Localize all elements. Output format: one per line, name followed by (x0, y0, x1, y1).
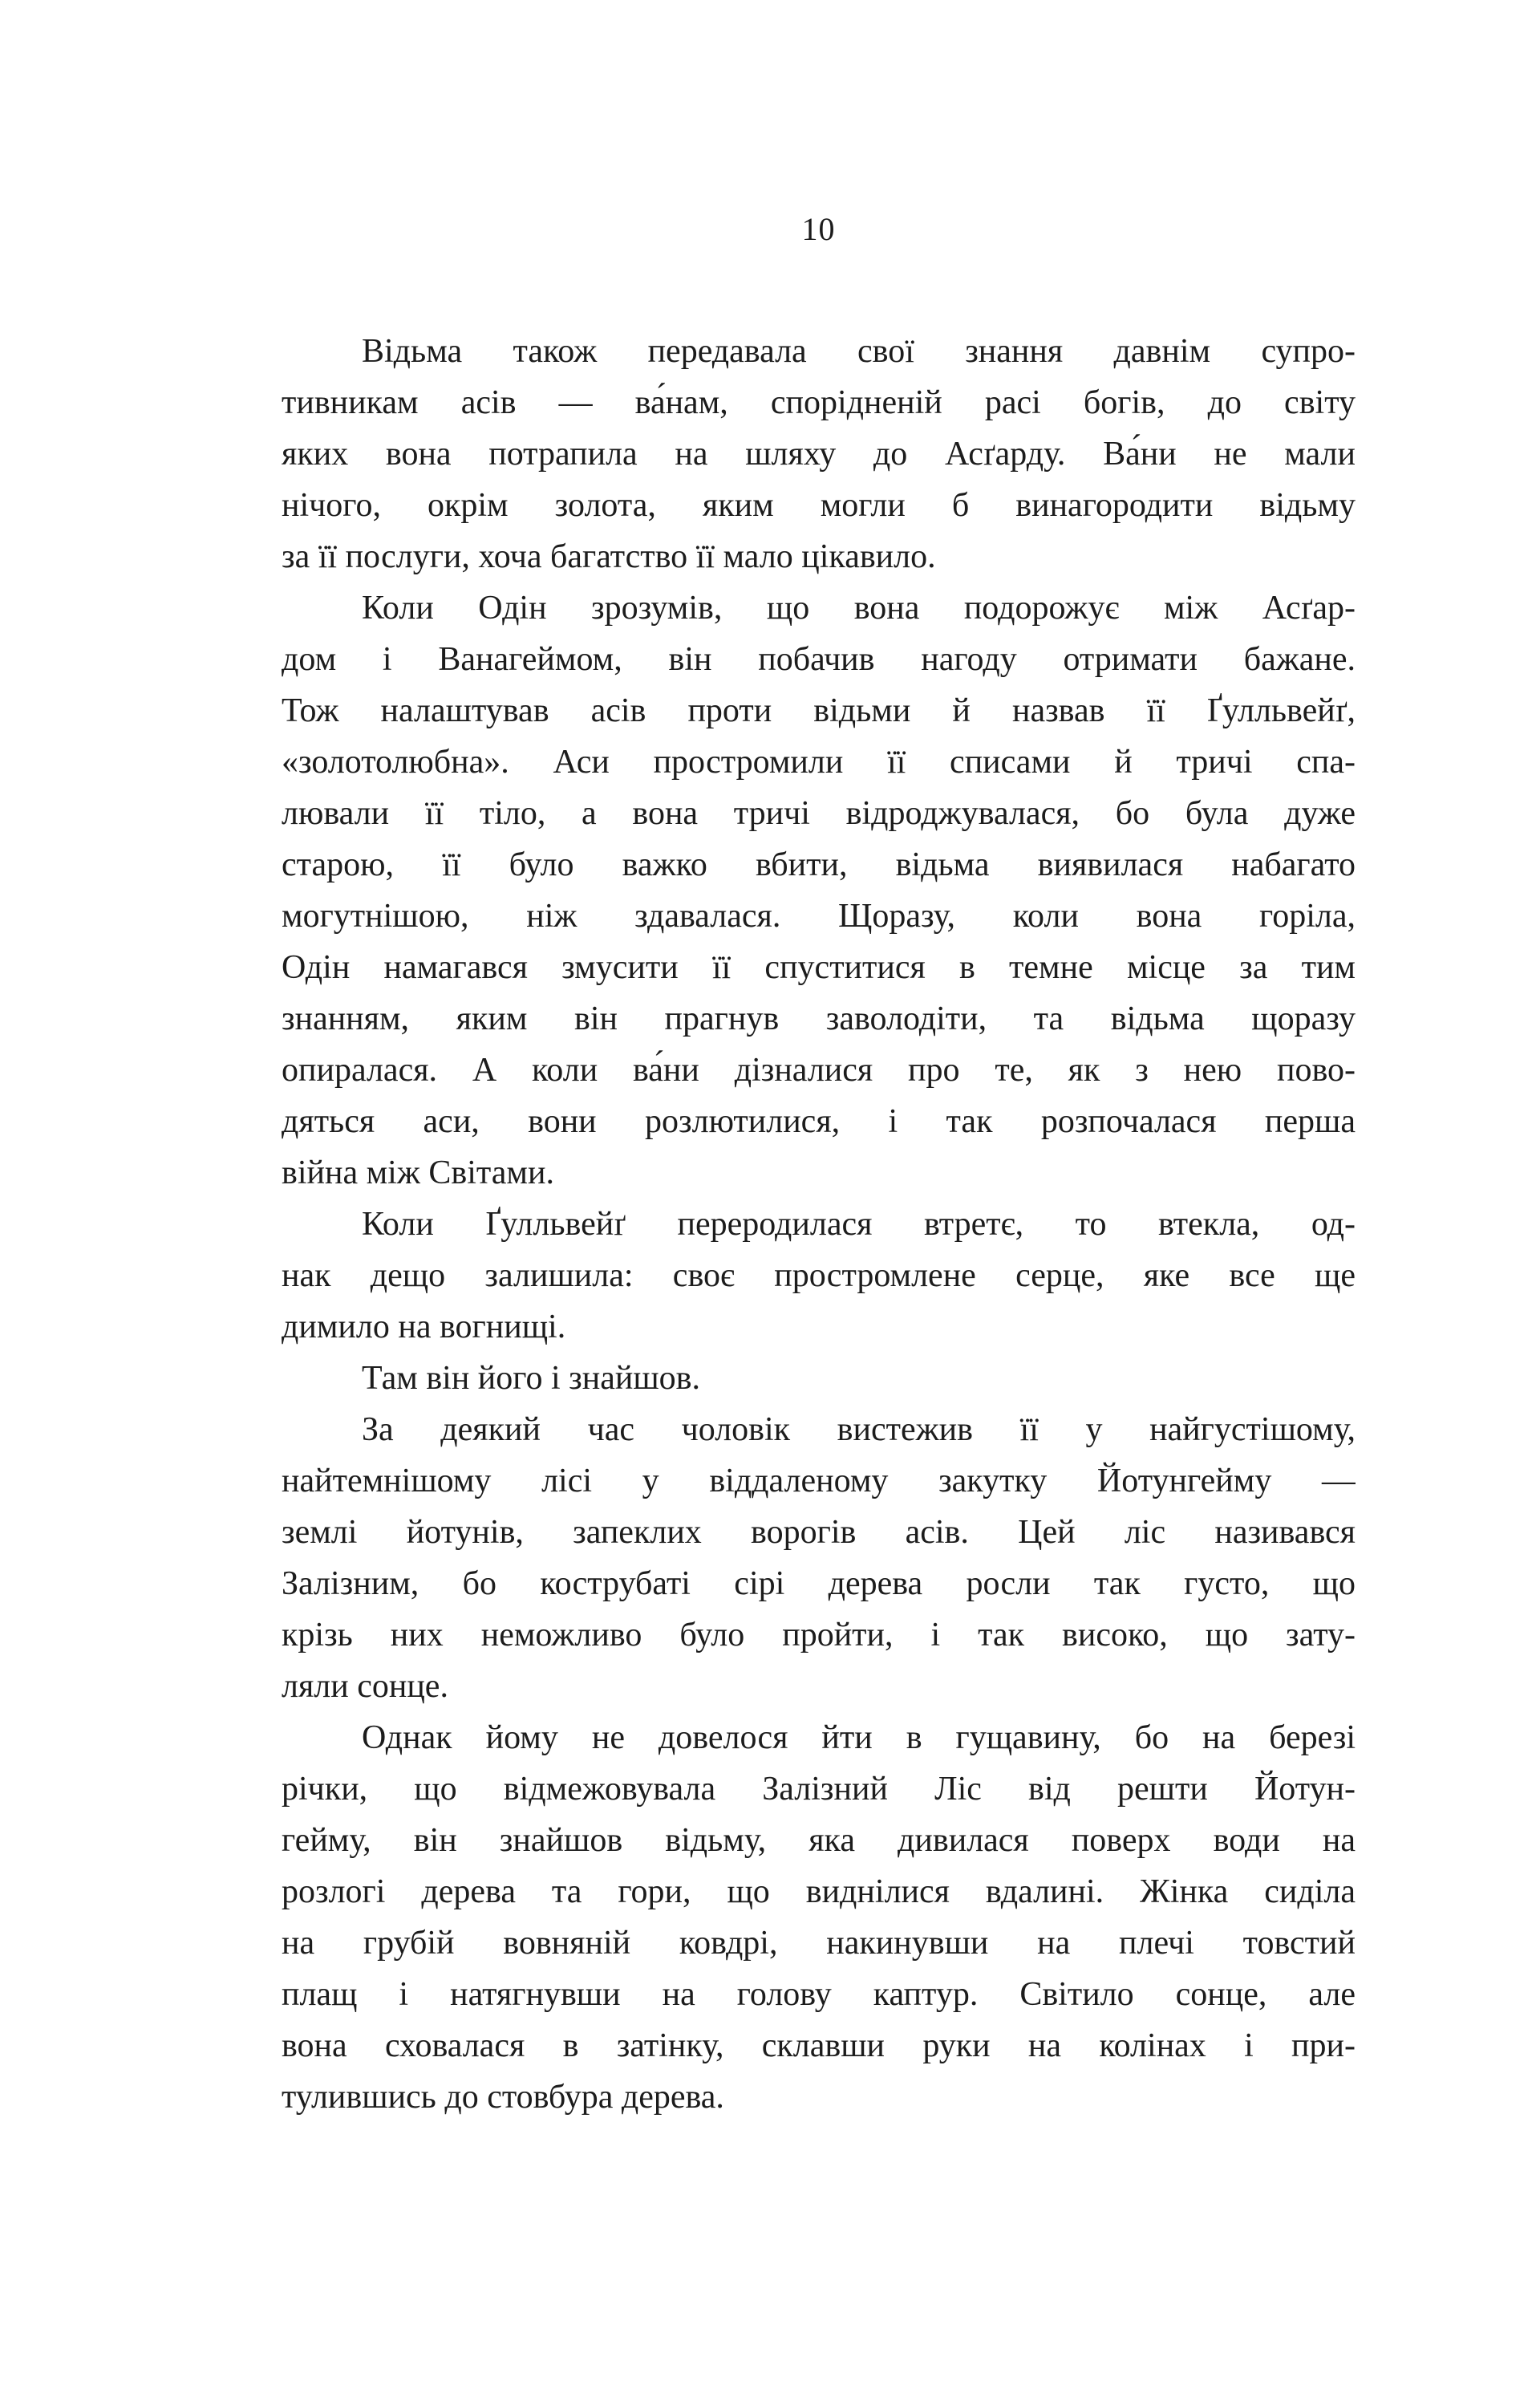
paragraph (282, 326, 1356, 582)
text-line: дом і Ванагеймом, він побачив нагоду отримати бажане. (282, 641, 1356, 678)
text-line: Тож налаштував асів проти відьми й назвав її Ґулльвейґ, (282, 692, 1356, 729)
text-line: Коли Одін зрозумів, що вона подорожує між Асґар- (362, 590, 1356, 627)
text-block (282, 326, 1356, 2123)
page-number: 10 (801, 211, 836, 247)
text-line: вона сховалася в затінку, склавши руки на колінах і при- (282, 2027, 1356, 2064)
text-line: плащ і натягнувши на голову каптур. Світило сонце, але (282, 1976, 1356, 2013)
text-line: тулившись до стовбура дерева. (282, 2079, 724, 2116)
text-line: нічого, окрім золота, яким могли б винагородити відьму (282, 487, 1356, 524)
text-line: старою, її було важко вбити, відьма виявилася набагато (282, 846, 1356, 883)
text-line: Одін намагався змусити її спуститися в темне місце за тим (282, 949, 1356, 986)
text-line: землі йотунів, запеклих ворогів асів. Цей ліс називався (282, 1514, 1356, 1551)
text-line: крізь них неможливо було пройти, і так високо, що зату- (282, 1617, 1356, 1654)
text-line: на грубій вовняній ковдрі, накинувши на плечі товстий (282, 1925, 1356, 1962)
text-line: димило на вогнищі. (282, 1309, 566, 1345)
text-line: Однак йому не довелося йти в гущавину, бо на березі (362, 1719, 1356, 1756)
text-line: лювали її тіло, а вона тричі відроджувалася, бо була дуже (282, 795, 1356, 832)
text-line: знанням, яким він прагнув заволодіти, та відьма щоразу (282, 1000, 1356, 1037)
paragraph (282, 1353, 1356, 1404)
paragraph (282, 1712, 1356, 2123)
text-line: тивникам асів — ва́нам, спорідненій расі богів, до світу (282, 384, 1356, 421)
text-line: яких вона потрапила на шляху до Асґарду. Ва́ни не мали (282, 436, 1356, 473)
text-line: Коли Ґулльвейґ переродилася втретє, то втекла, од- (362, 1206, 1356, 1243)
text-line: розлогі дерева та гори, що виднілися вдалині. Жінка сиділа (282, 1873, 1356, 1910)
text-line: опиралася. А коли ва́ни дізналися про те, як з нею пово- (282, 1052, 1356, 1089)
text-line: ляли сонце. (282, 1668, 448, 1705)
text-line: Залізним, бо кострубаті сірі дерева росли так густо, що (282, 1565, 1356, 1602)
text-line: Відьма також передавала свої знання давнім супро- (362, 333, 1356, 370)
text-line: Там він його і знайшов. (362, 1360, 700, 1397)
text-line: За деякий час чоловік вистежив її у найгустішому, (362, 1411, 1356, 1448)
text-line: війна між Світами. (282, 1154, 554, 1191)
text-line: річки, що відмежовувала Залізний Ліс від решти Йотун- (282, 1771, 1356, 1808)
paragraph (282, 1404, 1356, 1712)
text-line: нак дещо залишила: своє простромлене серце, яке все ще (282, 1257, 1356, 1294)
text-line: «золотолюбна». Аси простромили її списами й тричі спа- (282, 744, 1356, 781)
paragraph (282, 1199, 1356, 1353)
text-line: дяться аси, вони розлютилися, і так розпочалася перша (282, 1103, 1356, 1140)
text-line: за її послуги, хоча багатство її мало цікавило. (282, 538, 936, 575)
text-line: гейму, він знайшов відьму, яка дивилася поверх води на (282, 1822, 1356, 1859)
text-line: найтемнішому лісі у віддаленому закутку Йотунгейму — (282, 1463, 1356, 1499)
text-line: могутнішою, ніж здавалася. Щоразу, коли вона горіла, (282, 898, 1356, 935)
paragraph (282, 582, 1356, 1199)
